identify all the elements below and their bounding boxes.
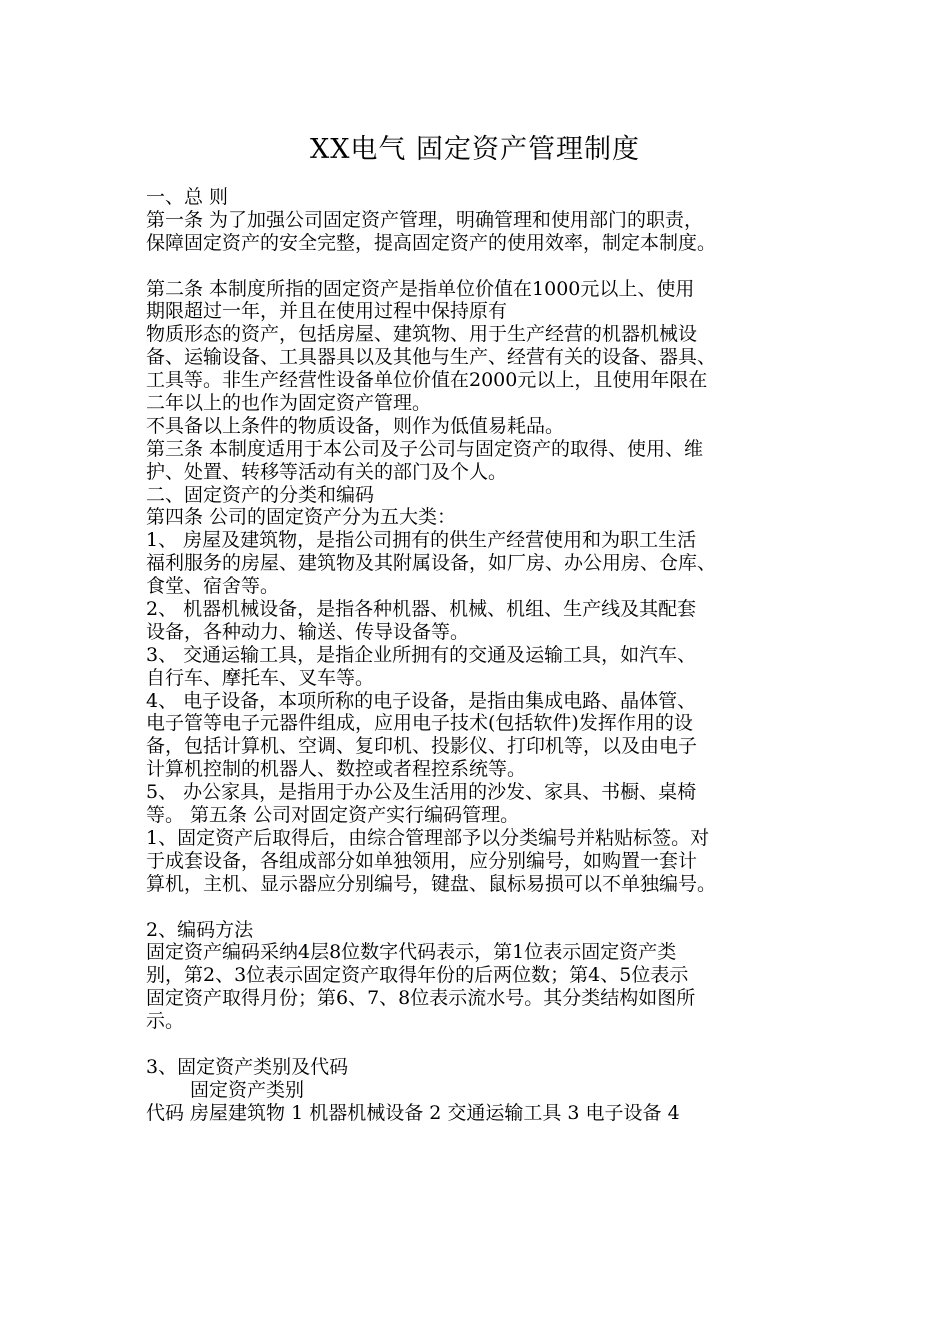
text-line: 计算机控制的机器人、数控或者程控系统等。 [146,758,527,781]
text-line: 固定资产取得月份；第6、7、8位表示流水号。其分类结构如图所 [146,987,696,1010]
text-line: 备、运输设备、工具器具以及其他与生产、经营有关的设备、器具、 [146,346,717,369]
text-line: 3、固定资产类别及代码 [146,1055,349,1078]
text-line: 护、处置、转移等活动有关的部门及个人。 [146,460,508,483]
text-line: 电子管等电子元器件组成，应用电子技术(包括软件)发挥作用的设 [146,712,693,735]
text-line: 物质形态的资产，包括房屋、建筑物、用于生产经营的机器机械设 [146,323,698,346]
text-line: 3、 交通运输工具，是指企业所拥有的交通及运输工具，如汽车、 [146,643,697,666]
text-line: 自行车、摩托车、叉车等。 [146,666,375,689]
text-line: 不具备以上条件的物质设备，则作为低值易耗品。 [146,414,565,437]
text-line: 固定资产类别 [190,1078,305,1101]
text-line: 1、 房屋及建筑物，是指公司拥有的供生产经营使用和为职工生活 [146,529,697,552]
text-line: 第一条 为了加强公司固定资产管理，明确管理和使用部门的职责， [146,208,704,231]
text-line: 期限超过一年，并且在使用过程中保持原有 [146,300,508,323]
text-line: 二年以上的也作为固定资产管理。 [146,392,432,415]
text-line: 于成套设备，各组成部分如单独领用，应分别编号，如购置一套计 [146,849,698,872]
text-line: 算机，主机、显示器应分别编号，键盘、鼠标易损可以不单独编号。 [146,872,717,895]
text-line: 4、 电子设备，本项所称的电子设备，是指由集成电路、晶体管、 [146,689,697,712]
document-title: XX电气 固定资产管理制度 [309,134,641,165]
blank-line [146,896,836,919]
text-line: 第三条 本制度适用于本公司及子公司与固定资产的取得、使用、维 [146,437,704,460]
text-line: 食堂、宿舍等。 [146,575,280,598]
text-line: 备，包括计算机、空调、复印机、投影仪、打印机等，以及由电子 [146,735,698,758]
text-line: 固定资产编码采纳4层8位数字代码表示，第1位表示固定资产类 [146,941,677,964]
text-line: 保障固定资产的安全完整，提高固定资产的使用效率，制定本制度。 [146,231,717,254]
text-line: 第四条 公司的固定资产分为五大类： [146,506,457,529]
text-line: 福利服务的房屋、建筑物及其附属设备，如厂房、办公用房、仓库、 [146,552,717,575]
text-line: 1、固定资产后取得后，由综合管理部予以分类编号并粘贴标签。对 [146,826,710,849]
text-line: 等。 第五条 公司对固定资产实行编码管理。 [146,804,520,827]
text-line: 一、总 则 [146,186,229,208]
blank-line [146,1033,836,1056]
text-line: 2、 机器机械设备，是指各种机器、机械、机组、生产线及其配套 [146,598,697,621]
text-line: 二、固定资产的分类和编码 [146,483,375,506]
document-body [146,186,836,1125]
text-line: 5、 办公家具，是指用于办公及生活用的沙发、家具、书橱、桌椅 [146,781,697,804]
text-line: 示。 [146,1010,185,1033]
text-line: 2、编码方法 [146,918,254,941]
text-line: 工具等。非生产经营性设备单位价值在2000元以上，且使用年限在 [146,369,708,392]
text-line: 第二条 本制度所指的固定资产是指单位价值在1000元以上、使用 [146,277,695,300]
text-line: 别，第2、3位表示固定资产取得年份的后两位数；第4、5位表示 [146,964,689,987]
text-line: 代码 房屋建筑物 1 机器机械设备 2 交通运输工具 3 电子设备 4 [146,1101,680,1124]
blank-line [146,255,836,278]
text-line: 设备，各种动力、输送、传导设备等。 [146,620,470,643]
